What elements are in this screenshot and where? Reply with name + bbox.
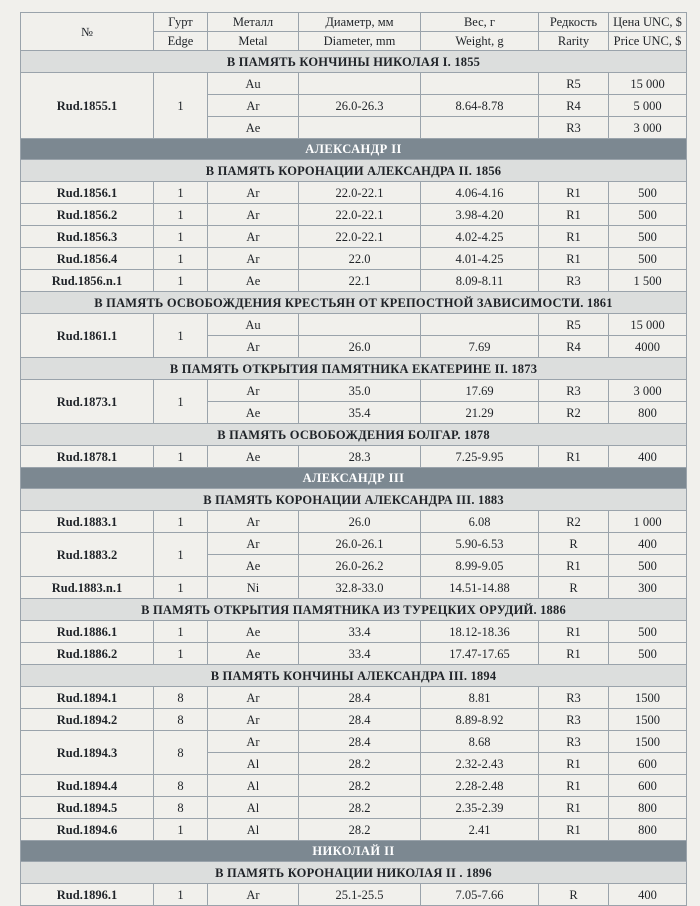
diameter-cell: [299, 73, 421, 95]
edge-type: 1: [154, 380, 208, 424]
diameter-cell: 22.0: [299, 248, 421, 270]
diameter-cell: 26.0-26.1: [299, 533, 421, 555]
edge-type: 1: [154, 270, 208, 292]
rarity-cell: R5: [539, 314, 609, 336]
edge-type: 1: [154, 884, 208, 906]
price-cell: 400: [609, 533, 687, 555]
edge-type: 8: [154, 797, 208, 819]
catalog-number: Rud.1856.3: [21, 226, 154, 248]
metal-cell: Ar: [208, 709, 299, 731]
edge-type: 1: [154, 621, 208, 643]
weight-cell: 8.09-8.11: [421, 270, 539, 292]
coin-row: [21, 577, 687, 599]
coin-row: [21, 182, 687, 204]
diameter-cell: 26.0-26.3: [299, 95, 421, 117]
catalog-number: Rud.1894.5: [21, 797, 154, 819]
catalog-number: Rud.1883.1: [21, 511, 154, 533]
price-cell: 500: [609, 182, 687, 204]
catalog-number: Rud.1856.n.1: [21, 270, 154, 292]
price-cell: 5 000: [609, 95, 687, 117]
header-diameter-en: Diameter, mm: [299, 32, 421, 51]
metal-cell: Ar: [208, 380, 299, 402]
weight-cell: 8.89-8.92: [421, 709, 539, 731]
metal-cell: Ar: [208, 731, 299, 753]
header-rarity-ru: Редкость: [539, 13, 609, 32]
header-diameter-ru: Диаметр, мм: [299, 13, 421, 32]
header-row-ru: [21, 13, 687, 32]
weight-cell: 8.81: [421, 687, 539, 709]
price-cell: 1500: [609, 709, 687, 731]
metal-cell: Ar: [208, 533, 299, 555]
rarity-cell: R1: [539, 204, 609, 226]
ruler-heading-row: [21, 841, 687, 862]
header-metal-en: Metal: [208, 32, 299, 51]
metal-cell: Ar: [208, 226, 299, 248]
price-cell: 1 000: [609, 511, 687, 533]
diameter-cell: 22.0-22.1: [299, 204, 421, 226]
ruler-heading-row: [21, 468, 687, 489]
price-cell: 800: [609, 797, 687, 819]
coin-row: [21, 314, 687, 336]
weight-cell: 4.06-4.16: [421, 182, 539, 204]
weight-cell: [421, 73, 539, 95]
coin-row: [21, 533, 687, 555]
diameter-cell: 28.4: [299, 731, 421, 753]
metal-cell: Ar: [208, 95, 299, 117]
edge-type: 1: [154, 182, 208, 204]
coin-row: [21, 248, 687, 270]
diameter-cell: 25.1-25.5: [299, 884, 421, 906]
metal-cell: Ar: [208, 511, 299, 533]
header-weight-en: Weight, g: [421, 32, 539, 51]
weight-cell: 7.05-7.66: [421, 884, 539, 906]
section-heading-row: [21, 489, 687, 511]
section-title: В ПАМЯТЬ КОНЧИНЫ НИКОЛАЯ I. 1855: [21, 51, 687, 73]
section-heading-row: [21, 665, 687, 687]
metal-cell: Ae: [208, 402, 299, 424]
coin-row: [21, 511, 687, 533]
price-cell: 500: [609, 204, 687, 226]
rarity-cell: R2: [539, 402, 609, 424]
coin-row: [21, 73, 687, 95]
edge-type: 1: [154, 577, 208, 599]
diameter-cell: 28.4: [299, 709, 421, 731]
rarity-cell: R1: [539, 182, 609, 204]
price-cell: 15 000: [609, 73, 687, 95]
edge-type: 1: [154, 248, 208, 270]
metal-cell: Ar: [208, 248, 299, 270]
catalog-number: Rud.1883.2: [21, 533, 154, 577]
price-cell: 500: [609, 226, 687, 248]
section-heading-row: [21, 51, 687, 73]
rarity-cell: R: [539, 533, 609, 555]
header-edge-ru: Гурт: [154, 13, 208, 32]
edge-type: 8: [154, 775, 208, 797]
edge-type: 1: [154, 643, 208, 665]
header-price-en: Price UNC, $: [609, 32, 687, 51]
edge-type: 1: [154, 314, 208, 358]
diameter-cell: 28.4: [299, 687, 421, 709]
section-heading-row: [21, 599, 687, 621]
diameter-cell: 35.0: [299, 380, 421, 402]
metal-cell: Ae: [208, 270, 299, 292]
diameter-cell: 22.0-22.1: [299, 226, 421, 248]
catalog-number: Rud.1886.1: [21, 621, 154, 643]
weight-cell: 5.90-6.53: [421, 533, 539, 555]
weight-cell: 4.02-4.25: [421, 226, 539, 248]
diameter-cell: 28.2: [299, 819, 421, 841]
price-cell: 500: [609, 643, 687, 665]
catalog-number: Rud.1894.4: [21, 775, 154, 797]
price-cell: 3 000: [609, 117, 687, 139]
ruler-name: НИКОЛАЙ II: [21, 841, 687, 862]
weight-cell: 18.12-18.36: [421, 621, 539, 643]
catalog-number: Rud.1894.3: [21, 731, 154, 775]
diameter-cell: 28.2: [299, 797, 421, 819]
coin-catalog-table: [20, 12, 687, 906]
coin-row: [21, 270, 687, 292]
metal-cell: Ar: [208, 336, 299, 358]
section-heading-row: [21, 862, 687, 884]
coin-row: [21, 819, 687, 841]
header-rarity-en: Rarity: [539, 32, 609, 51]
coin-row: [21, 797, 687, 819]
catalog-number: Rud.1886.2: [21, 643, 154, 665]
rarity-cell: R1: [539, 797, 609, 819]
coin-row: [21, 709, 687, 731]
rarity-cell: R4: [539, 336, 609, 358]
coin-row: [21, 380, 687, 402]
weight-cell: 2.35-2.39: [421, 797, 539, 819]
catalog-number: Rud.1861.1: [21, 314, 154, 358]
rarity-cell: R1: [539, 753, 609, 775]
diameter-cell: 26.0-26.2: [299, 555, 421, 577]
weight-cell: [421, 117, 539, 139]
metal-cell: Ae: [208, 643, 299, 665]
edge-type: 1: [154, 446, 208, 468]
rarity-cell: R5: [539, 73, 609, 95]
weight-cell: 7.25-9.95: [421, 446, 539, 468]
weight-cell: 8.64-8.78: [421, 95, 539, 117]
coin-row: [21, 446, 687, 468]
price-cell: 500: [609, 248, 687, 270]
section-heading-row: [21, 358, 687, 380]
coin-row: [21, 621, 687, 643]
edge-type: 8: [154, 731, 208, 775]
price-cell: 500: [609, 555, 687, 577]
weight-cell: 2.28-2.48: [421, 775, 539, 797]
diameter-cell: 22.1: [299, 270, 421, 292]
header-price-ru: Цена UNC, $: [609, 13, 687, 32]
weight-cell: 6.08: [421, 511, 539, 533]
weight-cell: 3.98-4.20: [421, 204, 539, 226]
metal-cell: Al: [208, 819, 299, 841]
catalog-number: Rud.1856.2: [21, 204, 154, 226]
rarity-cell: R2: [539, 511, 609, 533]
weight-cell: 17.69: [421, 380, 539, 402]
diameter-cell: 35.4: [299, 402, 421, 424]
diameter-cell: 26.0: [299, 511, 421, 533]
section-title: В ПАМЯТЬ ОТКРЫТИЯ ПАМЯТНИКА ЕКАТЕРИНЕ II. 1873: [21, 358, 687, 380]
coin-row: [21, 884, 687, 906]
weight-cell: 4.01-4.25: [421, 248, 539, 270]
catalog-number: Rud.1855.1: [21, 73, 154, 139]
header-weight-ru: Вес, г: [421, 13, 539, 32]
diameter-cell: 28.2: [299, 775, 421, 797]
section-title: В ПАМЯТЬ КОРОНАЦИИ АЛЕКСАНДРА III. 1883: [21, 489, 687, 511]
diameter-cell: 32.8-33.0: [299, 577, 421, 599]
catalog-number: Rud.1894.6: [21, 819, 154, 841]
section-title: В ПАМЯТЬ КОРОНАЦИИ АЛЕКСАНДРА II. 1856: [21, 160, 687, 182]
diameter-cell: 33.4: [299, 643, 421, 665]
catalog-page: [20, 12, 686, 906]
catalog-number: Rud.1883.n.1: [21, 577, 154, 599]
rarity-cell: R3: [539, 270, 609, 292]
coin-row: [21, 731, 687, 753]
header-metal-ru: Металл: [208, 13, 299, 32]
rarity-cell: R3: [539, 731, 609, 753]
diameter-cell: 26.0: [299, 336, 421, 358]
catalog-number: Rud.1894.1: [21, 687, 154, 709]
rarity-cell: R1: [539, 555, 609, 577]
price-cell: 1500: [609, 687, 687, 709]
price-cell: 15 000: [609, 314, 687, 336]
header-number: №: [21, 13, 154, 51]
catalog-number: Rud.1856.4: [21, 248, 154, 270]
diameter-cell: 33.4: [299, 621, 421, 643]
coin-row: [21, 687, 687, 709]
section-title: В ПАМЯТЬ ОСВОБОЖДЕНИЯ БОЛГАР. 1878: [21, 424, 687, 446]
ruler-name: АЛЕКСАНДР II: [21, 139, 687, 160]
catalog-number: Rud.1894.2: [21, 709, 154, 731]
rarity-cell: R3: [539, 117, 609, 139]
price-cell: 500: [609, 621, 687, 643]
diameter-cell: [299, 117, 421, 139]
metal-cell: Ar: [208, 687, 299, 709]
edge-type: 1: [154, 73, 208, 139]
price-cell: 1 500: [609, 270, 687, 292]
weight-cell: [421, 314, 539, 336]
rarity-cell: R1: [539, 621, 609, 643]
coin-row: [21, 204, 687, 226]
price-cell: 3 000: [609, 380, 687, 402]
weight-cell: 7.69: [421, 336, 539, 358]
metal-cell: Ar: [208, 182, 299, 204]
header-edge-en: Edge: [154, 32, 208, 51]
price-cell: 600: [609, 775, 687, 797]
metal-cell: Al: [208, 797, 299, 819]
weight-cell: 8.99-9.05: [421, 555, 539, 577]
metal-cell: Ni: [208, 577, 299, 599]
diameter-cell: 28.2: [299, 753, 421, 775]
weight-cell: 21.29: [421, 402, 539, 424]
rarity-cell: R: [539, 884, 609, 906]
metal-cell: Ar: [208, 204, 299, 226]
rarity-cell: R1: [539, 775, 609, 797]
section-title: В ПАМЯТЬ КОНЧИНЫ АЛЕКСАНДРА III. 1894: [21, 665, 687, 687]
catalog-number: Rud.1856.1: [21, 182, 154, 204]
metal-cell: Au: [208, 73, 299, 95]
edge-type: 1: [154, 511, 208, 533]
weight-cell: 2.32-2.43: [421, 753, 539, 775]
ruler-name: АЛЕКСАНДР III: [21, 468, 687, 489]
edge-type: 8: [154, 687, 208, 709]
section-title: В ПАМЯТЬ КОРОНАЦИИ НИКОЛАЯ II . 1896: [21, 862, 687, 884]
price-cell: 800: [609, 402, 687, 424]
metal-cell: Ae: [208, 446, 299, 468]
weight-cell: 14.51-14.88: [421, 577, 539, 599]
rarity-cell: R3: [539, 380, 609, 402]
edge-type: 1: [154, 533, 208, 577]
price-cell: 800: [609, 819, 687, 841]
catalog-number: Rud.1873.1: [21, 380, 154, 424]
section-title: В ПАМЯТЬ ОСВОБОЖДЕНИЯ КРЕСТЬЯН ОТ КРЕПОСТНОЙ ЗАВИСИМОСТИ. 1861: [21, 292, 687, 314]
diameter-cell: 28.3: [299, 446, 421, 468]
section-heading-row: [21, 424, 687, 446]
edge-type: 1: [154, 819, 208, 841]
section-heading-row: [21, 292, 687, 314]
weight-cell: 2.41: [421, 819, 539, 841]
metal-cell: Ae: [208, 555, 299, 577]
rarity-cell: R1: [539, 446, 609, 468]
price-cell: 300: [609, 577, 687, 599]
rarity-cell: R3: [539, 687, 609, 709]
price-cell: 400: [609, 884, 687, 906]
price-cell: 600: [609, 753, 687, 775]
rarity-cell: R1: [539, 643, 609, 665]
metal-cell: Ae: [208, 621, 299, 643]
diameter-cell: 22.0-22.1: [299, 182, 421, 204]
rarity-cell: R1: [539, 248, 609, 270]
section-title: В ПАМЯТЬ ОТКРЫТИЯ ПАМЯТНИКА ИЗ ТУРЕЦКИХ ОРУДИЙ. 1886: [21, 599, 687, 621]
rarity-cell: R1: [539, 226, 609, 248]
weight-cell: 8.68: [421, 731, 539, 753]
rarity-cell: R: [539, 577, 609, 599]
metal-cell: Al: [208, 775, 299, 797]
metal-cell: Au: [208, 314, 299, 336]
metal-cell: Ae: [208, 117, 299, 139]
rarity-cell: R3: [539, 709, 609, 731]
section-heading-row: [21, 160, 687, 182]
price-cell: 400: [609, 446, 687, 468]
rarity-cell: R4: [539, 95, 609, 117]
catalog-number: Rud.1896.1: [21, 884, 154, 906]
edge-type: 8: [154, 709, 208, 731]
weight-cell: 17.47-17.65: [421, 643, 539, 665]
price-cell: 4000: [609, 336, 687, 358]
diameter-cell: [299, 314, 421, 336]
coin-row: [21, 775, 687, 797]
metal-cell: Ar: [208, 884, 299, 906]
ruler-heading-row: [21, 139, 687, 160]
metal-cell: Al: [208, 753, 299, 775]
edge-type: 1: [154, 204, 208, 226]
catalog-number: Rud.1878.1: [21, 446, 154, 468]
edge-type: 1: [154, 226, 208, 248]
coin-row: [21, 226, 687, 248]
price-cell: 1500: [609, 731, 687, 753]
rarity-cell: R1: [539, 819, 609, 841]
coin-row: [21, 643, 687, 665]
